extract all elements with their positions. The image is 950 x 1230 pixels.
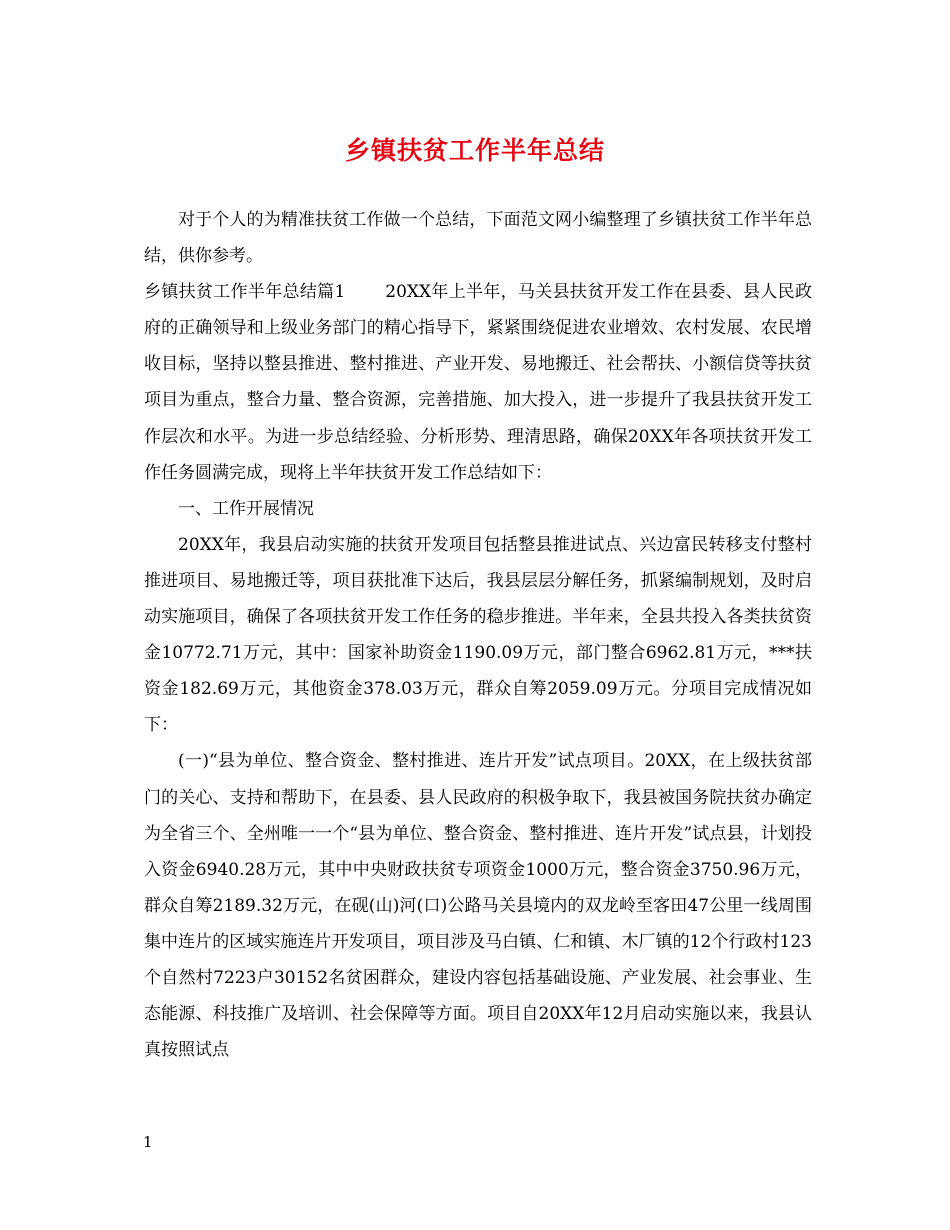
section-1-paragraph: 20XX年，我县启动实施的扶贫开发项目包括整县推进试点、兴边富民转移支付整村推进项目、易地搬迁等，项目获批准下达后，我县层层分解任务，抓紧编制规划，及时启动实施项目，确保了各项扶贫开发工作任务的稳步推进。半年来，全县共投入各类扶贫资金10772.71万元，其中：国家补助资金1190.09万元，部门整合6962.81万元，***扶资金182.69万元，其他资金378.03万元，群众自筹2059.09万元。分项目完成情况如下： [144,534,812,736]
intro-paragraph: 对于个人的为精准扶贫工作做一个总结，下面范文网小编整理了乡镇扶贫工作半年总结，供你参考。 [144,210,812,267]
article-first-paragraph-text: 20XX年上半年，马关县扶贫开发工作在县委、县人民政府的正确领导和上级业务部门的精心指导下，紧紧围绕促进农业增效、农村发展、农民增收目标，坚持以整县推进、整村推进、产业开发、易地搬迁、社会帮扶、小额信贷等扶贫项目为重点，整合力量、整合资源，完善措施、加大投入，进一步提升了我县扶贫开发工作层次和水平。为进一步总结经验、分析形势、理清思路，确保20XX年各项扶贫开发工作任务圆满完成，现将上半年扶贫开发工作总结如下： [144,282,812,483]
subsection-1-paragraph: (一)“县为单位、整合资金、整村推进、连片开发”试点项目。20XX，在上级扶贫部门的关心、支持和帮助下，在县委、县人民政府的积极争取下，我县被国务院扶贫办确定为全省三个、全州唯一一个“县为单位、整合资金、整村推进、连片开发”试点县，计划投入资金6940.28万元，其中中央财政扶贫专项资金1000万元，整合资金3750.96万元，群众自筹2189.32万元，在砚(山)河(口)公路马关县境内的双龙岭至客田47公里一线周围集中连片的区域实施连片开发项目，项目涉及马白镇、仁和镇、木厂镇的12个行政村123个自然村7223户30152名贫困群众，建设内容包括基础设施、产业发展、社会事业、生态能源、科技推广及培训、社会保障等方面。项目自20XX年12月启动实施以来，我县认真按照试点 [144,751,812,1061]
page-number: 1 [143,1133,153,1151]
section-1-heading: 一、工作开展情况 [178,498,314,519]
document-body [144,202,812,1068]
article-label: 乡镇扶贫工作半年总结篇1 [144,282,346,303]
document-title: 乡镇扶贫工作半年总结 [344,136,605,165]
article-first-paragraph [144,274,812,491]
